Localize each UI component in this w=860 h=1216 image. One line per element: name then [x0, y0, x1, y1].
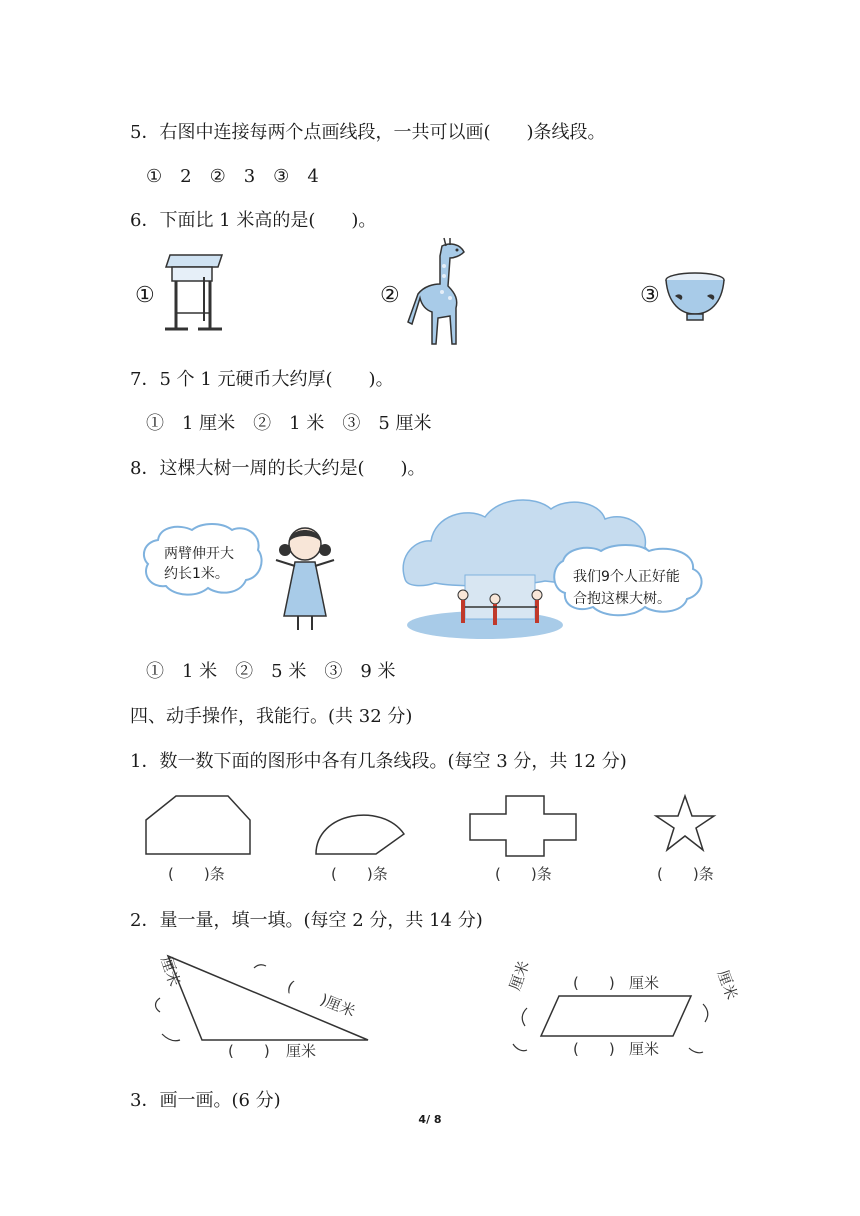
- star-shape: [656, 796, 714, 850]
- q7-options: ① 1 厘米 ② 1 米 ③ 5 厘米: [146, 413, 432, 434]
- q8-text: 8．这棵大树一周的长大约是( )。: [130, 458, 426, 479]
- caption-star: ( )条: [657, 865, 714, 883]
- tree-scene-image: [395, 495, 730, 645]
- bowl-image: [663, 270, 727, 325]
- desk-image: [160, 247, 230, 342]
- para-bottom-unit: 厘米: [629, 1040, 660, 1058]
- para-top-blank: ( ): [573, 974, 615, 992]
- triangle-base-blank: ( ): [228, 1042, 270, 1060]
- q5-text: 5．右图中连接每两个点画线段，一共可以画( )条线段。: [130, 122, 606, 143]
- s4q3-text: 3．画一画。(6 分): [130, 1090, 281, 1111]
- s4q2-text: 2．量一量，填一填。(每空 2 分，共 14 分): [130, 910, 483, 931]
- q6-text: 6．下面比 1 米高的是( )。: [130, 210, 377, 231]
- bubble-left-line-2: 约长1米。: [164, 566, 229, 582]
- caption-hexagon: ( )条: [168, 865, 225, 883]
- cross-shape: [470, 796, 576, 856]
- triangle-hyp-label: ( )厘米: [284, 977, 358, 1021]
- section4-title: 四、动手操作，我能行。(共 32 分): [130, 706, 413, 727]
- q7-text: 7．5 个 1 元硬币大约厚( )。: [130, 369, 394, 390]
- parallelogram-shape: [541, 996, 691, 1036]
- bubble-right-line-2: 合抱这棵大树。: [573, 591, 671, 607]
- caption-cross: ( )条: [495, 865, 552, 883]
- bubble-left-line-1: 两臂伸开大: [164, 546, 234, 562]
- giraffe-image: [402, 236, 472, 351]
- speech-bubble-left: [140, 520, 265, 610]
- girl-image: [270, 520, 340, 635]
- para-bottom-blank: ( ): [573, 1040, 615, 1058]
- q6-label-1: ①: [135, 283, 155, 308]
- q6-label-2: ②: [380, 283, 400, 308]
- q6-label-3: ③: [640, 283, 660, 308]
- s4q1-text: 1．数一数下面的图形中各有几条线段。(每空 3 分，共 12 分): [130, 751, 627, 772]
- para-right-unit: 厘米: [713, 967, 741, 1002]
- para-top-unit: 厘米: [629, 974, 660, 992]
- shapes-row: [140, 790, 740, 862]
- bubble-right-line-1: 我们9个人正好能: [573, 569, 680, 585]
- q8-options: ① 1 米 ② 5 米 ③ 9 米: [146, 661, 396, 682]
- triangle-figure: [140, 950, 390, 1060]
- caption-sector: ( )条: [331, 865, 388, 883]
- para-left-unit: 厘米: [505, 958, 534, 993]
- hexagon-shape: [146, 796, 250, 854]
- triangle-base-unit: 厘米: [286, 1042, 317, 1060]
- sector-shape: [316, 815, 404, 854]
- triangle-left-unit: 厘米: [157, 954, 184, 989]
- parallelogram-figure: [505, 958, 741, 1060]
- page-number: 4/ 8: [418, 1113, 442, 1126]
- q5-options: ① 2 ② 3 ③ 4: [146, 166, 319, 187]
